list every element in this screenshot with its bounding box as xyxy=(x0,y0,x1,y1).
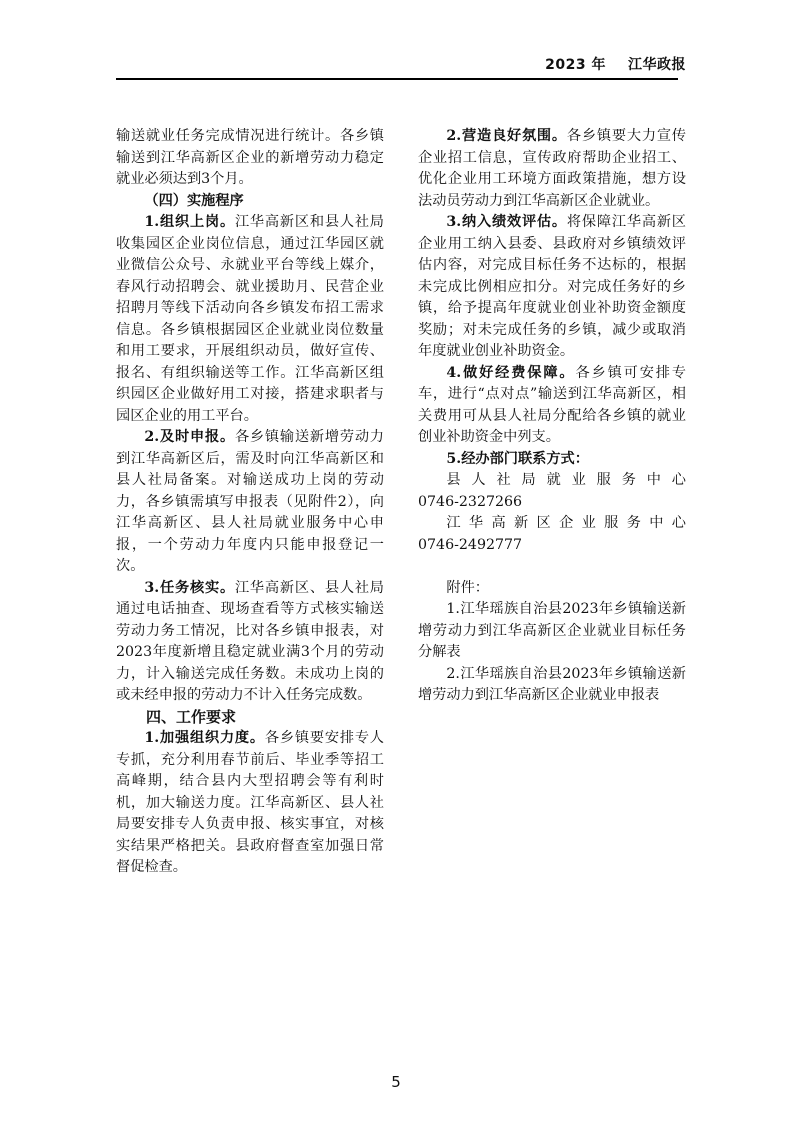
paragraph-atmosphere xyxy=(418,126,686,212)
attachment-item: 2.江华瑶族自治县2023年乡镇输送新增劳动力到江华高新区企业就业申报表 xyxy=(418,665,686,703)
paragraph-continued: 输送就业任务完成情况进行统计。各乡镇输送到江华高新区企业的新增劳动力稳定就业必须达到3个月。 xyxy=(116,128,384,187)
spacer xyxy=(418,556,686,578)
paragraph-contacts-title: 5.经办部门联系方式： xyxy=(446,450,589,467)
section-heading-implementation: （四）实施程序 xyxy=(144,192,244,209)
paragraph-verify xyxy=(116,578,384,707)
left-column xyxy=(116,126,384,879)
paragraph-body: 各乡镇输送新增劳动力到江华高新区后，需及时向江华高新区和县人社局备案。对输送成功上岗的劳动力，各乡镇需填写申报表（见附件2），向江华高新区、县人社局就业服务中心申报，一个劳动力年度内只能申报登记一次。 xyxy=(116,429,384,574)
attachments-label: 附件： xyxy=(446,579,489,596)
header-rule xyxy=(116,78,678,80)
paragraph-organize xyxy=(116,212,384,427)
paragraph-report xyxy=(116,427,384,578)
paragraph-body: 各乡镇可安排专车，进行“点对点”输送到江华高新区，相关费用可从县人社局分配给各乡镇的就业创业补助资金中列支。 xyxy=(418,364,686,445)
paragraph-title: 2.及时申报。 xyxy=(144,429,235,445)
contact-phone: 0746-2492777 xyxy=(418,536,523,553)
header-year: 2023 年 xyxy=(545,57,606,73)
paragraph-body: 江华高新区、县人社局通过电话抽查、现场查看等方式核实输送劳动力务工情况，比对各乡镇申报表，对2023年度新增且稳定就业满3个月的劳动力，计入输送完成任务数。未成功上岗的或未经申报的劳动力不计入任务完成数。 xyxy=(116,579,384,703)
contact-name: 江华高新区企业服务中心 xyxy=(446,515,686,531)
paragraph-body: 将保障江华高新区企业用工纳入县委、县政府对乡镇绩效评估内容，对完成目标任务不达标的，根据未完成比例相应扣分。对完成任务好的乡镇，给予提高年度就业创业补助资金额度奖励；对未完成任务的乡镇，减少或取消年度就业创业补助资金。 xyxy=(418,214,686,359)
header-publication: 江华政报 xyxy=(628,57,686,73)
paragraph-body: 江华高新区和县人社局收集园区企业岗位信息，通过江华园区就业微信公众号、永就业平台等线上媒介，春风行动招聘会、就业援助月、民营企业招聘月等线下活动向各乡镇发布招工需求信息。各乡镇根据园区企业就业岗位数量和用工要求，开展组织动员，做好宣传、报名、有组织输送等工作。江华高新区组织园区企业做好用工对接，搭建求职者与园区企业的用工平台。 xyxy=(116,214,384,424)
contact-name: 县人社局就业服务中心 xyxy=(446,472,686,488)
section-heading-requirements: 四、工作要求 xyxy=(146,707,237,726)
page-number: 5 xyxy=(391,1073,401,1091)
paragraph-funding xyxy=(418,363,686,449)
paragraph-body: 各乡镇要大力宣传企业招工信息，宣传政府帮助企业招工、优化企业用工环境方面政策措施，想方设法动员劳动力到江华高新区企业就业。 xyxy=(418,128,686,209)
paragraph-title: 3.任务核实。 xyxy=(144,579,235,596)
paragraph-title: 3.纳入绩效评估。 xyxy=(446,214,567,230)
paragraph-organization-strength xyxy=(116,728,384,879)
paragraph-title: 1.组织上岗。 xyxy=(144,214,235,230)
running-header xyxy=(545,54,686,74)
contact-phone: 0746-2327266 xyxy=(418,493,523,510)
paragraph-body: 各乡镇要安排专人专抓，充分利用春节前后、毕业季等招工高峰期，结合县内大型招聘会等有利时机，加大输送力度。江华高新区、县人社局要安排专人负责申报、核实事宜，对核实结果严格把关。县政府督查室加强日常督促检查。 xyxy=(116,730,384,875)
paragraph-performance xyxy=(418,212,686,363)
attachment-item: 1.江华瑶族自治县2023年乡镇输送新增劳动力到江华高新区企业就业目标任务分解表 xyxy=(418,601,686,660)
paragraph-title: 2.营造良好氛围。 xyxy=(446,128,567,144)
paragraph-title: 4.做好经费保障。 xyxy=(446,364,576,381)
right-column xyxy=(418,126,686,707)
paragraph-title: 1.加强组织力度。 xyxy=(144,730,265,746)
